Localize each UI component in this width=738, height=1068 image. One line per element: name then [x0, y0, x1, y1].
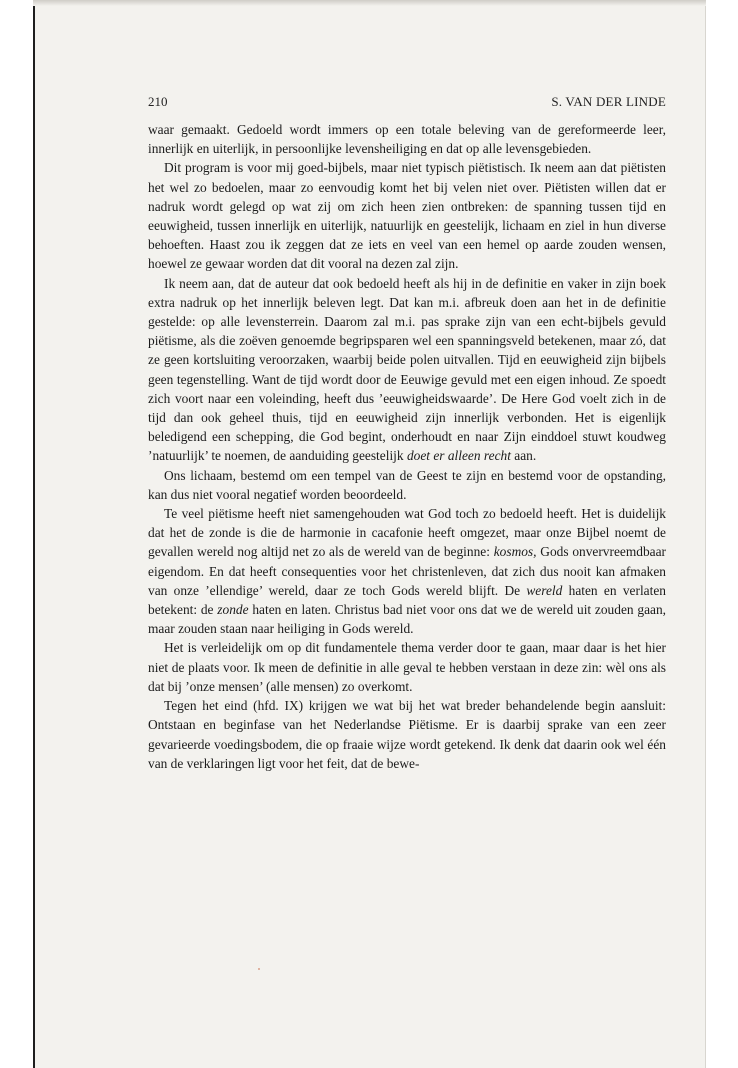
page-number: 210	[148, 94, 168, 109]
paragraph: Tegen het eind (hfd. IX) krijgen we wat bij het wat breder behandelende begin aansluit: Ontstaan en beginfase van het Nederlandse Piëtisme. Er is daarbij sprake van een zeer gevarieerde voedingsbodem, die op fraaie wijze wordt getekend. Ik denk dat daarin ook wel één van de verklaringen ligt voor het feit, dat de bewe-	[148, 698, 666, 771]
running-head: S. VAN DER LINDE	[551, 94, 666, 109]
paragraph: Te veel piëtisme heeft niet samengehouden wat God toch zo bedoeld heeft. Het is duidelijk dat het de zonde is die de harmonie in cacafonie heeft omgezet, maar onze Bijbel noemt de gevallen wereld nog altijd net zo als de wereld van de beginne: kosmos, Gods onvervreemdbaar eigendom. En dat heeft consequenties voor het christenleven, dat zich dus nooit kan afmaken van onze ’ellendige’ wereld, daar ze toch Gods wereld blijft. De wereld haten en verlaten betekent: de zonde haten en laten. Christus bad niet voor ons dat we de wereld uit zouden gaan, maar zouden staan naar heiliging in Gods wereld.	[148, 506, 667, 637]
paragraph: Het is verleidelijk om op dit fundamentele thema verder door te gaan, maar daar is het hier niet de plaats voor. Ik meen de definitie in alle geval te hebben verstaan in deze zin: wèl ons als dat bij ’onze mensen’ (alle mensen) zo overkomt.	[148, 640, 666, 694]
paper-speck	[258, 968, 260, 970]
paragraph: Ons lichaam, bestemd om een tempel van de Geest te zijn en bestemd voor de opstanding, kan dus niet vooral negatief worden beoordeeld.	[148, 467, 666, 502]
paragraph: waar gemaakt. Gedoeld wordt immers op een totale beleving van de gereformeerde leer, innerlijk en uiterlijk, in persoonlijke levensheiliging en dat op alle levensgebieden.	[148, 122, 666, 157]
body-text	[148, 120, 666, 773]
scan-edge	[33, 0, 706, 6]
paragraph: Ik neem aan, dat de auteur dat ook bedoeld heeft als hij in de definitie en vaker in zijn boek extra nadruk op het innerlijk beleven legt. Dat kan m.i. afbreuk doen aan het in de definitie gestelde: op alle levensterrein. Daarom zal m.i. pas sprake zijn van een echt-bijbels gevuld piëtisme, als die zoëven genoemde begripsparen wel een spanningsveld betekenen, maar zó, dat ze geen kortsluiting veroorzaken, waarbij beide polen uitvallen. Tijd en eeuwigheid zijn bijbels geen tegenstelling. Want de tijd wordt door de Eeuwige gevuld met een eigen inhoud. Ze spoedt zich voort naar een voleinding, heeft dus ’eeuwigheidswaarde’. De Here God voelt zich in de tijd dan ook geheel thuis, tijd en eeuwigheid zijn innerlijk verbonden. Het is eigenlijk beledigend een schepping, die God begint, onderhoudt en naar Zijn einddoel stuwt koudweg ’natuurlijk’ te noemen, de aanduiding geestelijk doet er alleen recht aan.	[148, 275, 666, 464]
paragraph: Dit program is voor mij goed-bijbels, maar niet typisch piëtistisch. Ik neem aan dat piëtisten het wel zo bedoelen, maar zo eenvoudig komt het bij velen niet over. Piëtisten willen dat er nadruk wordt gelegd op wat zij om zich heen zien ontbreken: de spanning tussen tijd en eeuwigheid, tussen innerlijk en uiterlijk, natuurlijk en geestelijk, lichaam en ziel in hun diverse behoeften. Haast zou ik zeggen dat ze iets en veel van een hemel op aarde zouden wensen, hoewel ze gewaar worden dat dit vooral na dezen zal zijn.	[148, 160, 666, 272]
